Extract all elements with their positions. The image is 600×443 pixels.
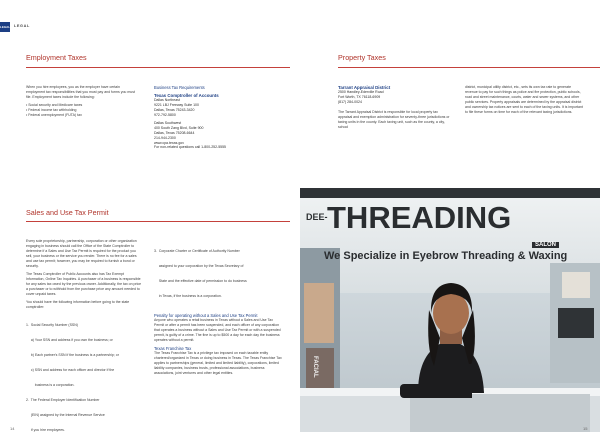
property-taxes-paragraph-right: district, municipal utility district, etc., sets its own tax rate to generate revenue to pay for such things as police and fire protection, public schools, road and street maintenance, courts, water and sewer systems, and other public services. Property appraisals are determined by the appraisal district and ownership tax notices are sent to each of the taxing units. It is important to file these forms on time for each of the relevant taxing jurisdictions. [465, 85, 583, 114]
employment-bullet-list [26, 103, 138, 118]
office-line: 400 South Zang Blvd, Suite 900 [154, 126, 204, 131]
appraisal-district-paragraph: The Tarrant Appraisal District is responsible for local property tax appraisal and exemption administration for seventy-three jurisdictions or taxing units in the county. Each taxing unit, such as the county, a city, school [338, 109, 450, 129]
sign-brand: THREADING [327, 200, 512, 235]
logo-glyph: LEGAL [0, 25, 11, 29]
requirement-line: (EIN) assigned by the Internal Revenue Service [26, 413, 105, 417]
franchise-tax-paragraph: The Texas Franchise Tax is a privilege tax imposed on each taxable entity chartered/organized in Texas or doing business in Texas. The Texas Franchise Tax applies to partnerships (general, limited and limited liability), corporations, limited liability companies, business trusts, professional associations, business associations, joint ventures and other legal entities. [154, 351, 282, 375]
publication-logo-icon [0, 22, 10, 32]
appraisal-district-name: Tarrant Appraisal District [338, 85, 391, 90]
employment-taxes-body [26, 85, 138, 118]
comptroller-website-link[interactable]: www.cpa.texas.gov [154, 140, 184, 145]
requirement-line: business is a corporation. [26, 383, 75, 387]
employment-taxes-heading: Employment Taxes [26, 53, 87, 62]
general-questions-line: For non-related questions call 1-800-252-5555 [154, 145, 226, 150]
requirement-line: State and the effective date of permission to do business [154, 279, 247, 283]
requirement-line: assigned to your corporation by the Texas Secretary of [154, 264, 244, 268]
section-tag: LEGAL [14, 24, 30, 28]
sign-suffix: SALON [532, 242, 559, 248]
office-line: Dallas Northeast [154, 98, 180, 103]
penalty-heading: Penalty for operating without a Sales and Use Tax Permit [154, 313, 258, 318]
sign-tagline: We Specialize in Eyebrow Threading & Waxing [324, 250, 568, 262]
requirement-line: if you hire employees. [26, 428, 65, 432]
office-line: 214-944-2300 [154, 135, 176, 140]
sales-paragraph: You should have the following information before going to the state comptroller: [26, 300, 130, 309]
requirement-line: 3. Corporate Charter or Certificate of Authority Number [154, 249, 240, 253]
sales-tax-right-column [154, 239, 284, 379]
comptroller-name: Texas Comptroller of Accounts [154, 93, 219, 98]
office-southwest [154, 121, 290, 150]
employment-intro: When you hire employees, you as the employer have certain employment tax responsibilities that you must pay and forms you must file. Employment taxes include the following: [26, 85, 135, 99]
property-taxes-heading: Property Taxes [338, 53, 386, 62]
employment-taxes-rule [26, 67, 290, 68]
window-text: FACIAL [312, 356, 318, 378]
requirement-line: c) SSN and address for each officer and director if the [26, 368, 115, 372]
page-number-right: 15 [583, 426, 588, 431]
office-northeast [154, 98, 290, 117]
office-line: Dallas, Texas 75208-6644 [154, 130, 195, 135]
sales-paragraph: Every sole proprietorship, partnership, corporation or other organization engaging in business should call the Office of the State Comptroller to determine if a Sales and Use Tax Permit is required for the product you sell, your business or the service you render. There is no fee for a sales and use tax permit; however, you may be required to furnish a bond or security. [26, 239, 137, 268]
sales-tax-rule [26, 221, 290, 222]
address-line: Fort Worth, TX 76118-6909 [338, 95, 381, 99]
employment-bullet: • Federal unemployment (FUTA) tax [26, 113, 82, 117]
appraisal-district-block [338, 85, 450, 133]
penalty-paragraph: Anyone who operates a retail business in Texas without a Sales and Use Tax Permit or after a permit has been suspended, and each officer of any corporation that operates a business without a Sales and Use Tax Permit or with a suspended permit, is guilty of a crime. The fine is up to $500 a day for each day the business operates without a permit. [154, 318, 281, 342]
office-line: 972-792-5800 [154, 112, 176, 117]
address-line: 2500 Handley-Ederville Road [338, 90, 384, 95]
office-line: Dallas, Texas 75243-3420 [154, 107, 195, 112]
sales-paragraph: The Texas Comptroller of Public Accounts also has Tax Exempt Information, Online Tax Inquiries. A purchaser of a business is responsible for any sales tax owed by the previous owner. Additionally, the tax on price a purchaser or to withhold from the purchase price any amount needed to cover unpaid taxes. [26, 272, 142, 296]
franchise-tax-heading: Texas Franchise Tax [154, 346, 192, 351]
requirement-line: in Texas, if the business is a corporation. [154, 294, 222, 298]
page-number-left: 14 [10, 426, 15, 431]
employment-bullet: • Social security and Medicare taxes [26, 103, 83, 107]
business-requirements-block [154, 85, 290, 150]
sign-prefix: DEE- [306, 212, 328, 222]
requirement-line: a) Your SSN and address if you own the business; or [26, 338, 113, 342]
address-line: (817) 284-0024 [338, 99, 362, 104]
employment-bullet: • Federal income tax withholding [26, 108, 77, 112]
threading-salon-photo [300, 188, 600, 432]
sales-requirements-list [26, 313, 142, 443]
office-line: 9221 LBJ Freeway Suite 100 [154, 103, 199, 107]
business-requirements-heading: Business Tax Requirements [154, 85, 205, 90]
property-taxes-rule [338, 67, 600, 68]
requirement-line: b) Each partner's SSN if the business is a partnership; or [26, 353, 119, 357]
sales-tax-heading: Sales and Use Tax Permit [26, 208, 109, 217]
requirement-item-3 [154, 239, 284, 309]
sales-tax-left-column [26, 239, 142, 443]
office-line: Dallas Southwest [154, 121, 182, 126]
appraisal-district-address [338, 90, 450, 104]
requirement-line: 1. Social Security Number (SSN) [26, 323, 78, 327]
requirement-line: 2. The Federal Employer Identification Number [26, 398, 100, 402]
